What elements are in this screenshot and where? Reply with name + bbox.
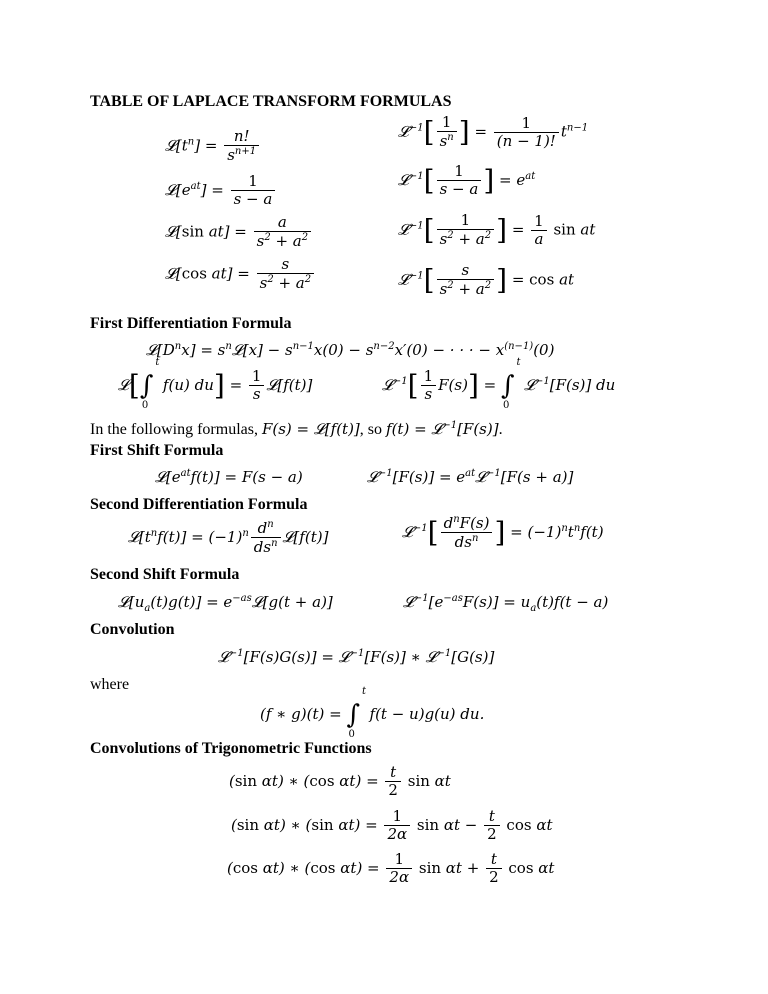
heading-trig-convolutions: Convolutions of Trigonometric Functions: [90, 740, 372, 757]
heading-first-differentiation: First Differentiation Formula: [90, 315, 292, 332]
formula-second-shift-inverse: $𝓛^{-1}[e^{-as}F(s)] = u_a(t)f(t - a)$: [403, 593, 609, 614]
formula-second-differentiation-transform: $𝓛[t^nf(t)] = (-1)^n$ $\frac{d^n}{ds^n}$ 𝓛[f(t)]: [128, 519, 329, 557]
heading-second-shift: Second Shift Formula: [90, 566, 240, 583]
formula-convolution-inverse: 𝓛$^{-1}$[F(s)G(s)] = 𝓛$^{-1}$[F(s)] ∗ 𝓛$^{-1}$[G(s)]: [218, 648, 495, 666]
following-formulas-text: In the following formulas, F(s) = 𝓛[f(t)], so f(t) = 𝓛$^{-1}$[F(s)].: [90, 420, 503, 438]
where-text: where: [90, 676, 130, 693]
formula-inverse-exp: 𝓛$^{-1}$[ $\frac{1}{s - a}$ ] = $e^{at}$: [398, 162, 536, 199]
formula-first-shift-transform: $𝓛[e^{at}f(t)] = F(s - a)$: [155, 468, 303, 486]
formula-integral-inverse: 𝓛$^{-1}$[ $\frac{1}{s}$ F(s)] = ∫ t 0 𝓛$^{-1}$[F(s)] du: [382, 356, 616, 411]
formula-sin-cos-convolution: (sin αt) ∗ (cos αt) = $\frac{t}{2}$ sin αt: [229, 763, 451, 800]
page-title: TABLE OF LAPLACE TRANSFORM FORMULAS: [90, 93, 452, 110]
formula-first-differentiation: $𝓛[D^nx]$ = $s^n𝓛[x] - s^{n-1}x(0) - s^{n-2}x'(0)$ − · · · − $x^{(n-1)}(0)$: [146, 341, 555, 359]
formula-inverse-sin: 𝓛$^{-1}$[ $\frac{1}{s^2 + a^2}$ ] = $\frac{1}{a}$ sin at: [398, 211, 596, 249]
formula-laplace-eat: $𝓛[e^{at}]$ = $\frac{1}{s - a}$: [165, 173, 277, 209]
formula-laplace-cos: 𝓛[cos at] = $\frac{s}{s^2 + a^2}$: [165, 256, 316, 293]
heading-first-shift: First Shift Formula: [90, 442, 224, 459]
formula-second-differentiation-inverse: 𝓛$^{-1}$[ $\frac{d^nF(s)}{ds^n}$ ] = $(-1)^nt^nf(t)$: [402, 514, 604, 552]
formula-cos-cos-convolution: (cos αt) ∗ (cos αt) = $\frac{1}{2\alpha}$ sin αt + $\frac{t}{2}$ cos αt: [227, 850, 555, 887]
formula-second-shift-transform: $𝓛[u_a(t)g(t)]$ = $e^{-as}𝓛[g(t + a)]$: [118, 593, 333, 614]
formula-laplace-tn: $𝓛[t^n]$ = $\frac{n!}{s^{n+1}}$: [165, 128, 261, 165]
formula-inverse-sn: 𝓛$^{-1}$[ $\frac{1}{s^n}$ ] = $\frac{1}{(n - 1)!}$ $t^{n-1}$: [398, 113, 589, 151]
formula-convolution-definition: (f ∗ g)(t) = ∫ t 0 f(t − u)g(u) du.: [260, 686, 485, 740]
formula-laplace-sin: 𝓛[sin at] = $\frac{a}{s^2 + a^2}$: [165, 214, 313, 251]
heading-convolution: Convolution: [90, 621, 175, 638]
formula-integral-transform: 𝓛[∫ t 0 f(u) du] = $\frac{1}{s}$ 𝓛[f(t)]: [118, 356, 313, 411]
formula-sin-sin-convolution: (sin αt) ∗ (sin αt) = $\frac{1}{2\alpha}$ sin αt − $\frac{t}{2}$ cos αt: [231, 807, 553, 844]
heading-second-differentiation: Second Differentiation Formula: [90, 496, 308, 513]
following-formulas-label: In the following formulas,: [90, 421, 258, 438]
formula-inverse-cos: 𝓛$^{-1}$[ $\frac{s}{s^2 + a^2}$ ] = cos at: [398, 261, 575, 299]
formula-first-shift-inverse: 𝓛$^{-1}$[F(s)] = $e^{at}𝓛^{-1}[F(s + a)]$: [367, 468, 574, 486]
